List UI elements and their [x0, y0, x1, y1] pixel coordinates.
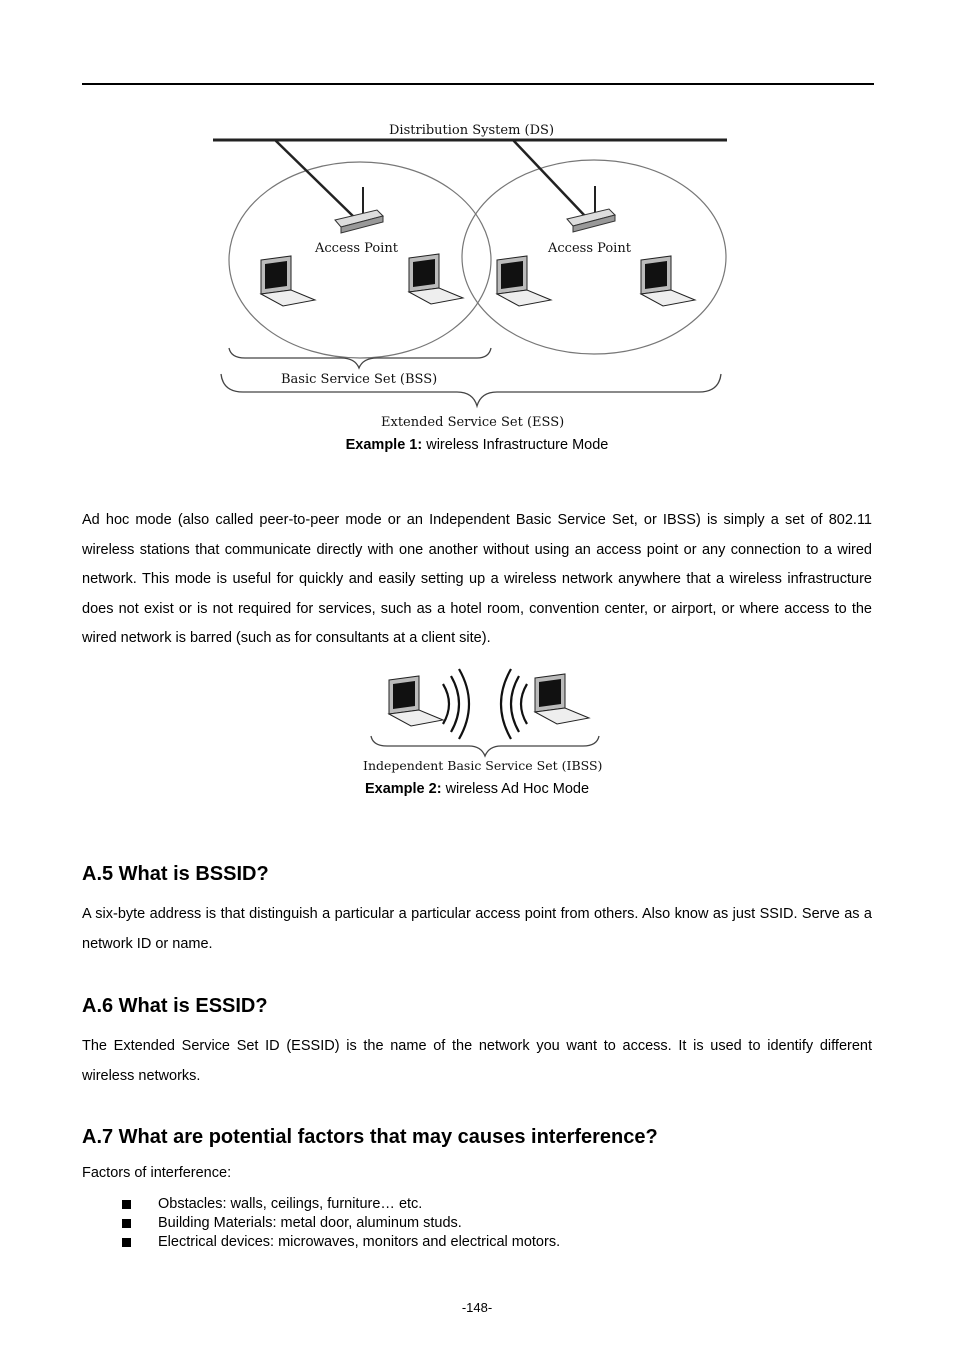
page-number: -148- [461, 1300, 493, 1315]
square-bullet-icon [122, 1219, 131, 1228]
square-bullet-icon [122, 1200, 131, 1209]
ess-label: Extended Service Set (ESS) [381, 415, 565, 430]
bss-label: Basic Service Set (BSS) [281, 372, 438, 387]
a5-body: A six-byte address is that distinguish a particular a particular access point from others. Also know as just SSID. Serve as a network ID or name. [82, 906, 872, 952]
signal-waves-icon-right [501, 669, 527, 739]
figure2-caption [0, 781, 954, 797]
laptop-icon [389, 676, 443, 726]
heading-a5: A.5 What is BSSID? [82, 863, 269, 885]
adhoc-mode-diagram [355, 666, 615, 778]
figure2-caption-label: Example 2: [364, 781, 442, 797]
heading-a6: A.6 What is ESSID? [82, 995, 268, 1017]
laptop-icon [261, 256, 315, 306]
list-item-text: Electrical devices: microwaves, monitors and electrical motors. [158, 1234, 561, 1250]
laptop-icon [641, 256, 695, 306]
interference-factor-list [82, 1195, 872, 1252]
figure2-caption-text: wireless Ad Hoc Mode [441, 781, 590, 797]
laptop-icon [535, 674, 589, 724]
figure1-caption [0, 437, 954, 453]
square-bullet-icon [122, 1238, 131, 1247]
ap-label-left: Access Point [315, 241, 398, 256]
list-item-text: Obstacles: walls, ceilings, furniture… etc. [158, 1196, 423, 1212]
header-rule [82, 83, 874, 85]
a7-intro: Factors of interference: [82, 1165, 232, 1181]
ap-link-right [513, 140, 585, 216]
heading-a7: A.7 What are potential factors that may causes interference? [82, 1126, 658, 1148]
list-item [82, 1233, 872, 1252]
figure1-caption-label: Example 1: [345, 437, 423, 453]
infrastructure-mode-diagram [205, 112, 735, 434]
adhoc-paragraph: Ad hoc mode (also called peer-to-peer mode or an Independent Basic Service Set, or IBSS) is simply a set of 802.11 wireless stations that communicate directly with one another without using an access point or any connection to a wired network. This mode is useful for quickly and easily setting up a wireless network anywhere that a wireless infrastructure does not exist or is not required for services, such as a hotel room, convention center, or airport, or where access to the wired network is barred (such as for consultants at a client site). [82, 512, 872, 646]
figure1-caption-text: wireless Infrastructure Mode [422, 437, 609, 453]
signal-waves-icon-left [443, 669, 469, 739]
ap-label-right: Access Point [548, 241, 631, 256]
a6-body: The Extended Service Set ID (ESSID) is the name of the network you want to access. It is used to identify different wireless networks. [82, 1038, 872, 1084]
access-point-icon-right [567, 186, 615, 232]
list-item [82, 1214, 872, 1233]
laptop-icon [497, 256, 551, 306]
ds-label: Distribution System (DS) [389, 123, 555, 138]
access-point-icon-left [335, 187, 383, 233]
list-item-text: Building Materials: metal door, aluminum studs. [158, 1215, 462, 1231]
laptop-icon [409, 254, 463, 304]
ibss-label: Independent Basic Service Set (IBSS) [363, 758, 603, 773]
list-item [82, 1195, 872, 1214]
ibss-brace [371, 736, 599, 756]
